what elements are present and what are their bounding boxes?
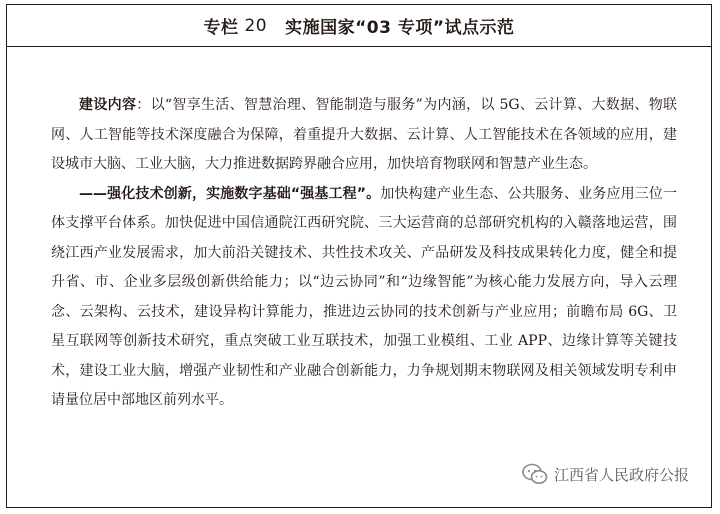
column-label: 专栏 (203, 18, 239, 38)
paragraph-lead: ——强化技术创新，实施数字基础“强基工程”。 (79, 185, 381, 202)
column-body (51, 91, 677, 416)
column-number: 20 (244, 15, 268, 36)
column-title-bar (7, 5, 711, 47)
account-watermark (522, 463, 689, 485)
wechat-icon (522, 463, 548, 485)
paragraph-lead: 建设内容 (79, 97, 137, 113)
paragraph-text: ：以“智享生活、智慧治理、智能制造与服务”为内涵，以 5G、云计算、大数据、物联网、人工智能等技术深度融合为保障，着重提升大数据、云计算、人工智能技术在各领域的应用，建设城市大脑、工业大脑，大力推进数据跨界融合应用，加快培育物联网和智慧产业生态。 (51, 97, 678, 172)
watermark-text: 江西省人民政府公报 (553, 465, 689, 484)
paragraph-innovation (51, 180, 677, 416)
paragraph-text: 加快构建产业生态、公共服务、业务应用三位一体支撑平台体系。加快促进中国信通院江西研究院、三大运营商的总部研究机构的入赣落地运营，围绕江西产业发展需求，加大前沿关键技术、共性技术攻关、产品研发及科技成果转化力度，健全和提升省、市、企业多层级创新供给能力；以“边云协同”和“边缘智能”为核心能力发展方向，导入云理念、云架构、云技术，建设异构计算能力，推进边云协同的技术创新与产业应用；前瞻布局 6G、卫星互联网等创新技术研究，重点突破工业互联技术，加强工业模组、工业 APP、边缘计算等关键技术，建设工业大脑，增强产业韧性和产业融合创新能力，力争规划期末物联网及相关领域发明专利申请量位居中部地区前列水平。 (51, 185, 678, 408)
column-box (6, 4, 712, 508)
column-title: 实施国家“03 专项”试点示范 (285, 18, 515, 38)
paragraph-construction (51, 91, 677, 180)
